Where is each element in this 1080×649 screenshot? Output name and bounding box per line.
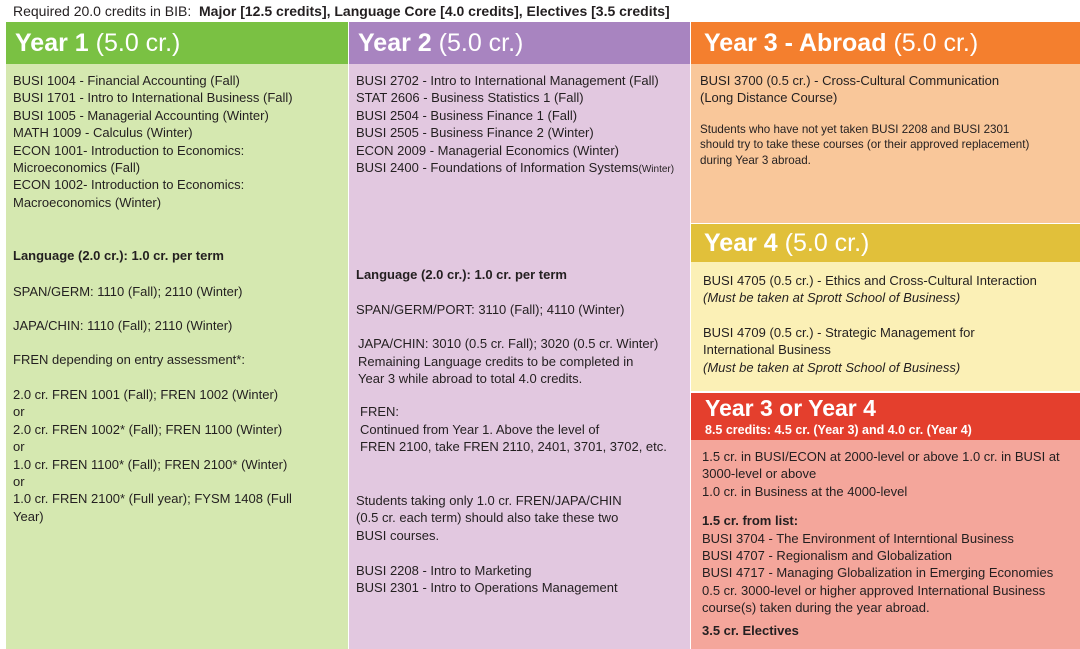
year4-title: Year 4 (704, 229, 778, 257)
course-line: MATH 1009 - Calculus (Winter) (13, 125, 193, 141)
requirements-prefix: Required 20.0 credits in BIB: (13, 3, 192, 19)
year4-header (691, 224, 1080, 262)
requirements-breakdown: Major [12.5 credits], Language Core [4.0 credits], Electives [3.5 credits] (199, 3, 670, 19)
course-line: STAT 2606 - Business Statistics 1 (Fall) (356, 90, 584, 106)
span-germ-line: SPAN/GERM: 1110 (Fall); 2110 (Winter) (13, 283, 243, 299)
course-name: BUSI 2400 - Foundations of Information Systems (356, 160, 639, 176)
course-line: Macroeconomics (Winter) (13, 194, 162, 210)
electives-line: 3.5 cr. Electives (702, 622, 799, 638)
course-line: ECON 1002- Introduction to Economics: (13, 177, 245, 193)
fren-block (356, 403, 690, 455)
span-germ-port-line: SPAN/GERM/PORT: 3110 (Fall); 4110 (Winter) (356, 301, 625, 317)
language-heading: Language (2.0 cr.): 1.0 cr. per term (13, 248, 224, 264)
year3-title: Year 3 - Abroad (704, 29, 887, 57)
japa-chin-block (356, 335, 690, 387)
year1-title: Year 1 (15, 29, 89, 57)
students-line: BUSI courses. (356, 527, 440, 543)
course-line (356, 159, 690, 178)
course-line: International Business (703, 342, 831, 358)
year4-credits: (5.0 cr.) (784, 229, 870, 257)
list-heading: 1.5 cr. from list: (702, 513, 799, 529)
fren-intro: FREN depending on entry assessment*: (13, 352, 245, 368)
year1-credits: (5.0 cr.) (95, 29, 181, 57)
list-item: BUSI 4707 - Regionalism and Globalization (702, 548, 953, 564)
year2-column (349, 22, 690, 649)
course-line: (Long Distance Course) (700, 90, 838, 106)
language-heading: Language (2.0 cr.): 1.0 cr. per term (356, 267, 567, 283)
year3-credits: (5.0 cr.) (893, 29, 979, 57)
year1-body (6, 64, 348, 649)
fren-option: 2.0 cr. FREN 1001 (Fall); FREN 1002 (Winter) (13, 386, 279, 402)
course-line: BUSI 3700 (0.5 cr.) - Cross-Cultural Communication (700, 73, 1000, 88)
course-line: BUSI 1004 - Financial Accounting (Fall) (13, 73, 240, 88)
requirement-line: 3000-level or above (702, 466, 817, 482)
course-note: (Must be taken at Sprott School of Business) (703, 290, 961, 306)
year34-body (691, 440, 1080, 649)
students-line: (0.5 cr. each term) should also take these two (356, 510, 619, 526)
fren-line: Continued from Year 1. Above the level of (360, 421, 600, 437)
note-line: during Year 3 abroad. (700, 153, 811, 167)
japa-line: Year 3 while abroad to total 4.0 credits. (358, 371, 583, 387)
students-note (356, 492, 690, 544)
course-note: (Must be taken at Sprott School of Business) (703, 359, 961, 375)
year1-header (6, 22, 348, 64)
fren-line: FREN: (360, 404, 399, 420)
year34-column (691, 393, 1080, 649)
japa-line: Remaining Language credits to be completed in (358, 353, 634, 369)
list-item: BUSI 3704 - The Environment of Interntional Business (702, 530, 1014, 546)
year1-column (6, 22, 348, 649)
year3-header (691, 22, 1080, 64)
fren-options (13, 386, 348, 525)
course-line: BUSI 2504 - Business Finance 1 (Fall) (356, 107, 578, 123)
course-line: BUSI 2702 - Intro to International Management (Fall) (356, 73, 659, 88)
year34-subtitle: 8.5 credits: 4.5 cr. (Year 3) and 4.0 cr. (Year 4) (705, 423, 972, 437)
fren-option: 1.0 cr. FREN 1100* (Fall); FREN 2100* (Winter) (13, 456, 288, 472)
fren-option: or (13, 404, 25, 420)
course-line: ECON 2009 - Managerial Economics (Winter) (356, 142, 619, 158)
course-line: BUSI 1701 - Intro to International Business (Fall) (13, 90, 293, 106)
year2-header (349, 22, 690, 64)
course-line: Microeconomics (Fall) (13, 160, 141, 176)
list-item: 0.5 cr. 3000-level or higher approved International Business (702, 582, 1046, 598)
note-line: Students who have not yet taken BUSI 2208 and BUSI 2301 (700, 122, 1010, 136)
japa-line: JAPA/CHIN: 3010 (0.5 cr. Fall); 3020 (0.5 cr. Winter) (358, 336, 659, 352)
requirement-line: 1.5 cr. in BUSI/ECON at 2000-level or above 1.0 cr. in BUSI at (702, 449, 1060, 464)
fren-option: 2.0 cr. FREN 1002* (Fall); FREN 1100 (Winter) (13, 421, 283, 437)
year4-column (691, 224, 1080, 391)
year2-body (349, 64, 690, 649)
course-line: BUSI 4705 (0.5 cr.) - Ethics and Cross-Cultural Interaction (703, 273, 1037, 288)
year34-header (691, 393, 1080, 440)
note-line: should try to take these courses (or their approved replacement) (700, 138, 1030, 152)
year4-body (691, 262, 1080, 391)
list-item: course(s) taken during the year abroad. (702, 600, 930, 616)
students-line: Students taking only 1.0 cr. FREN/JAPA/CHIN (356, 492, 622, 508)
fren-option: or (13, 473, 25, 489)
busi-courses (356, 562, 690, 597)
year34-title: Year 3 or Year 4 (705, 395, 876, 421)
course-line: BUSI 4709 (0.5 cr.) - Strategic Management for (703, 324, 975, 340)
fren-line: FREN 2100, take FREN 2110, 2401, 3701, 3702, etc. (360, 439, 667, 455)
course-term: (Winter) (638, 164, 675, 176)
fren-option: 1.0 cr. FREN 2100* (Full year); FYSM 1408 (Full (13, 491, 292, 507)
requirements-summary (13, 2, 670, 20)
course-line: BUSI 2208 - Intro to Marketing (356, 562, 532, 578)
list-item: BUSI 4717 - Managing Globalization in Emerging Economies (702, 565, 1054, 581)
course-line: BUSI 2301 - Intro to Operations Management (356, 580, 618, 596)
year3-note (700, 122, 1080, 169)
year2-credits: (5.0 cr.) (438, 29, 524, 57)
course-line: BUSI 2505 - Business Finance 2 (Winter) (356, 125, 594, 141)
fren-option: or (13, 439, 25, 455)
course-line: BUSI 1005 - Managerial Accounting (Winter) (13, 107, 269, 123)
course-line: ECON 1001- Introduction to Economics: (13, 142, 245, 158)
year3-column (691, 22, 1080, 223)
requirement-line: 1.0 cr. in Business at the 4000-level (702, 483, 908, 499)
fren-option: Year) (13, 508, 44, 524)
japa-chin-line: JAPA/CHIN: 1110 (Fall); 2110 (Winter) (13, 318, 233, 334)
year2-title: Year 2 (358, 29, 432, 57)
year3-body (691, 64, 1080, 223)
